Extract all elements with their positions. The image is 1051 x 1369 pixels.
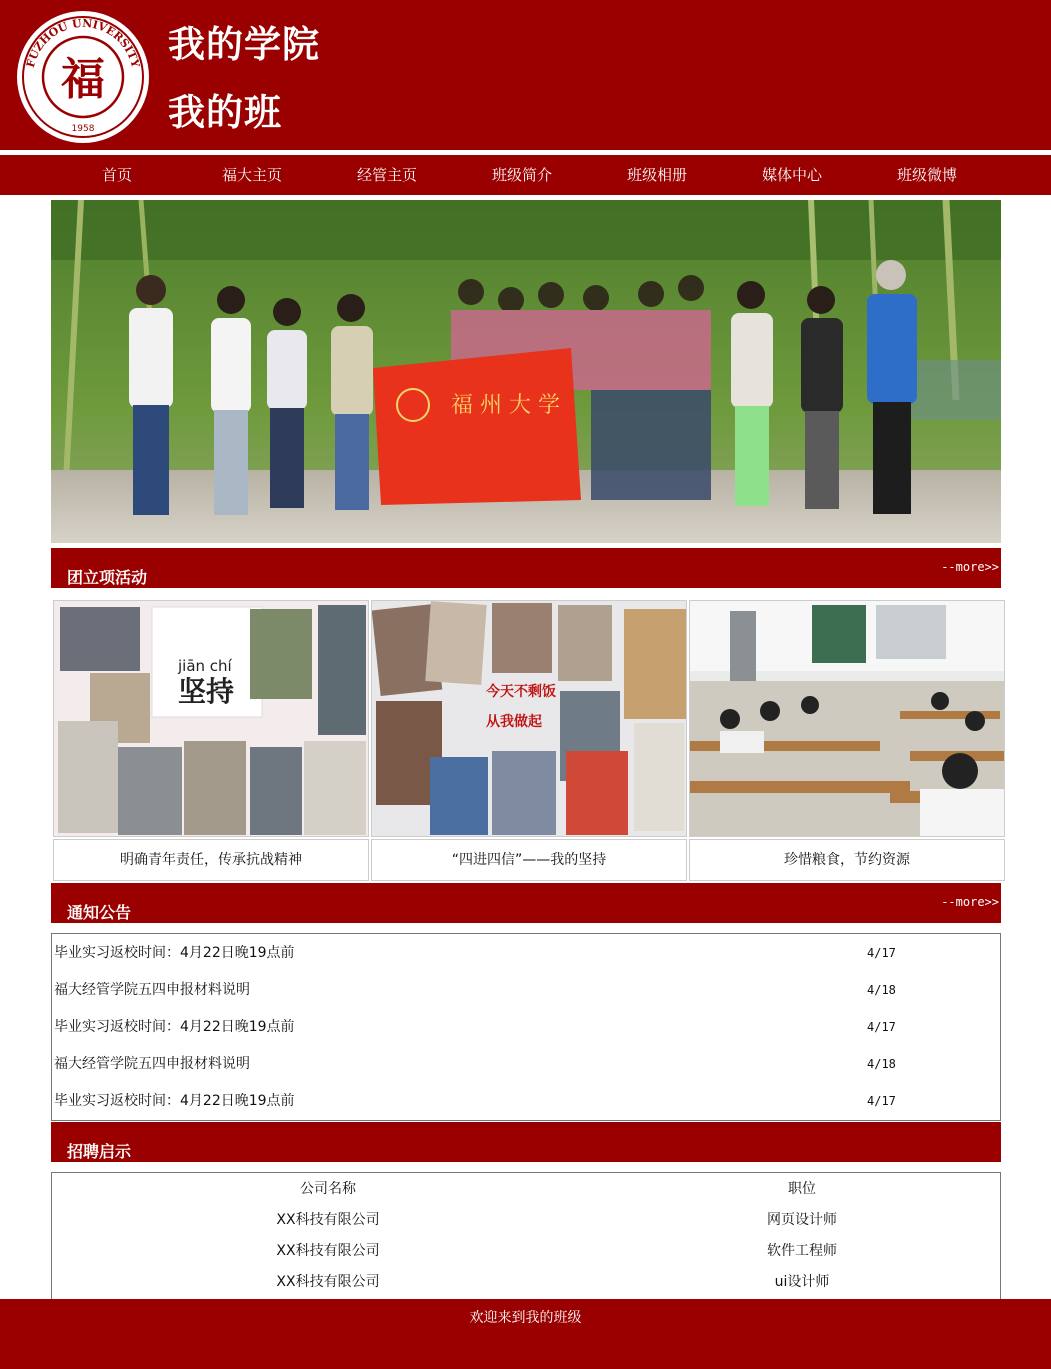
activity-card — [371, 600, 687, 881]
svg-text:从我做起: 从我做起 — [486, 714, 542, 730]
table-row[interactable] — [52, 1205, 1000, 1236]
activity-image[interactable] — [53, 600, 369, 837]
activity-caption[interactable]: “四进四信”——我的坚持 — [371, 839, 687, 881]
job-position[interactable]: ui设计师 — [774, 1274, 830, 1290]
job-position[interactable]: 网页设计师 — [767, 1212, 837, 1228]
notice-item[interactable] — [52, 972, 1000, 1009]
activities-more-link[interactable]: --more>> — [941, 560, 999, 574]
activities-title: 团立项活动 — [67, 568, 148, 587]
footer-text: 欢迎来到我的班级 — [469, 1310, 582, 1326]
table-row[interactable] — [52, 1236, 1000, 1267]
job-company[interactable]: XX科技有限公司 — [276, 1212, 380, 1228]
svg-text:jiān chí: jiān chí — [178, 657, 232, 675]
column-header-position: 职位 — [788, 1181, 816, 1197]
svg-text:1958: 1958 — [71, 124, 95, 134]
jobs-title: 招聘启示 — [67, 1142, 132, 1161]
notices-header — [51, 883, 1001, 923]
job-company[interactable]: XX科技有限公司 — [276, 1243, 380, 1259]
activity-card — [689, 600, 1005, 881]
notice-date: 4/18 — [867, 1057, 896, 1071]
notice-text[interactable]: 福大经管学院五四申报材料说明 — [54, 982, 250, 998]
notice-date: 4/17 — [867, 1094, 896, 1108]
classroom-photo — [690, 601, 1005, 837]
svg-text:FUZHOU UNIVERSITY: FUZHOU UNIVERSITY — [23, 16, 143, 69]
site-footer — [0, 1299, 1051, 1369]
four-beliefs-collage — [372, 601, 687, 837]
nav-item-media-center[interactable]: 媒体中心 — [761, 166, 822, 184]
jobs-table — [51, 1172, 1001, 1300]
site-title-college: 我的学院 — [168, 22, 320, 66]
column-header-company: 公司名称 — [300, 1181, 356, 1197]
activities-header — [51, 548, 1001, 588]
main-nav — [0, 155, 1051, 195]
table-row[interactable] — [52, 1267, 1000, 1298]
notice-text[interactable]: 福大经管学院五四申报材料说明 — [54, 1056, 250, 1072]
activity-caption[interactable]: 明确青年责任，传承抗战精神 — [53, 839, 369, 881]
notice-item[interactable] — [52, 1009, 1000, 1046]
job-position[interactable]: 软件工程师 — [767, 1243, 837, 1259]
svg-text:坚持: 坚持 — [178, 675, 235, 708]
activity-image[interactable] — [689, 600, 1005, 837]
nav-item-class-album[interactable]: 班级相册 — [626, 166, 687, 184]
nav-item-class-intro[interactable]: 班级简介 — [491, 166, 552, 184]
nav-item-home[interactable]: 首页 — [101, 166, 132, 184]
svg-text:福: 福 — [61, 54, 105, 105]
site-header — [0, 0, 1051, 150]
notice-date: 4/18 — [867, 983, 896, 997]
notice-date: 4/17 — [867, 946, 896, 960]
nav-item-class-weibo[interactable]: 班级微博 — [896, 166, 957, 184]
notice-item[interactable] — [52, 1083, 1000, 1120]
activity-caption[interactable]: 珍惜粮食，节约资源 — [689, 839, 1005, 881]
persistence-collage — [54, 601, 369, 837]
svg-text:福 州 大 学: 福 州 大 学 — [451, 393, 560, 418]
university-logo[interactable] — [16, 10, 150, 144]
notice-item[interactable] — [52, 1046, 1000, 1083]
svg-text:今天不剩饭: 今天不剩饭 — [486, 684, 556, 700]
jobs-table-header — [52, 1174, 1000, 1205]
banner-photo — [51, 200, 1001, 543]
activity-card — [53, 600, 369, 881]
notice-text[interactable]: 毕业实习返校时间：4月22日晚19点前 — [54, 945, 295, 961]
site-title-class: 我的班 — [168, 90, 282, 134]
nav-item-school-home[interactable]: 经管主页 — [356, 166, 417, 184]
notice-date: 4/17 — [867, 1020, 896, 1034]
notice-text[interactable]: 毕业实习返校时间：4月22日晚19点前 — [54, 1019, 295, 1035]
class-group-photo — [51, 200, 1001, 543]
notice-item[interactable] — [52, 935, 1000, 972]
job-company[interactable]: XX科技有限公司 — [276, 1274, 380, 1290]
activity-image[interactable] — [371, 600, 687, 837]
notices-more-link[interactable]: --more>> — [941, 895, 999, 909]
notice-list — [51, 933, 1001, 1121]
jobs-header — [51, 1122, 1001, 1162]
notices-title: 通知公告 — [67, 903, 132, 922]
nav-item-fzu-home[interactable]: 福大主页 — [221, 166, 282, 184]
notice-text[interactable]: 毕业实习返校时间：4月22日晚19点前 — [54, 1093, 295, 1109]
